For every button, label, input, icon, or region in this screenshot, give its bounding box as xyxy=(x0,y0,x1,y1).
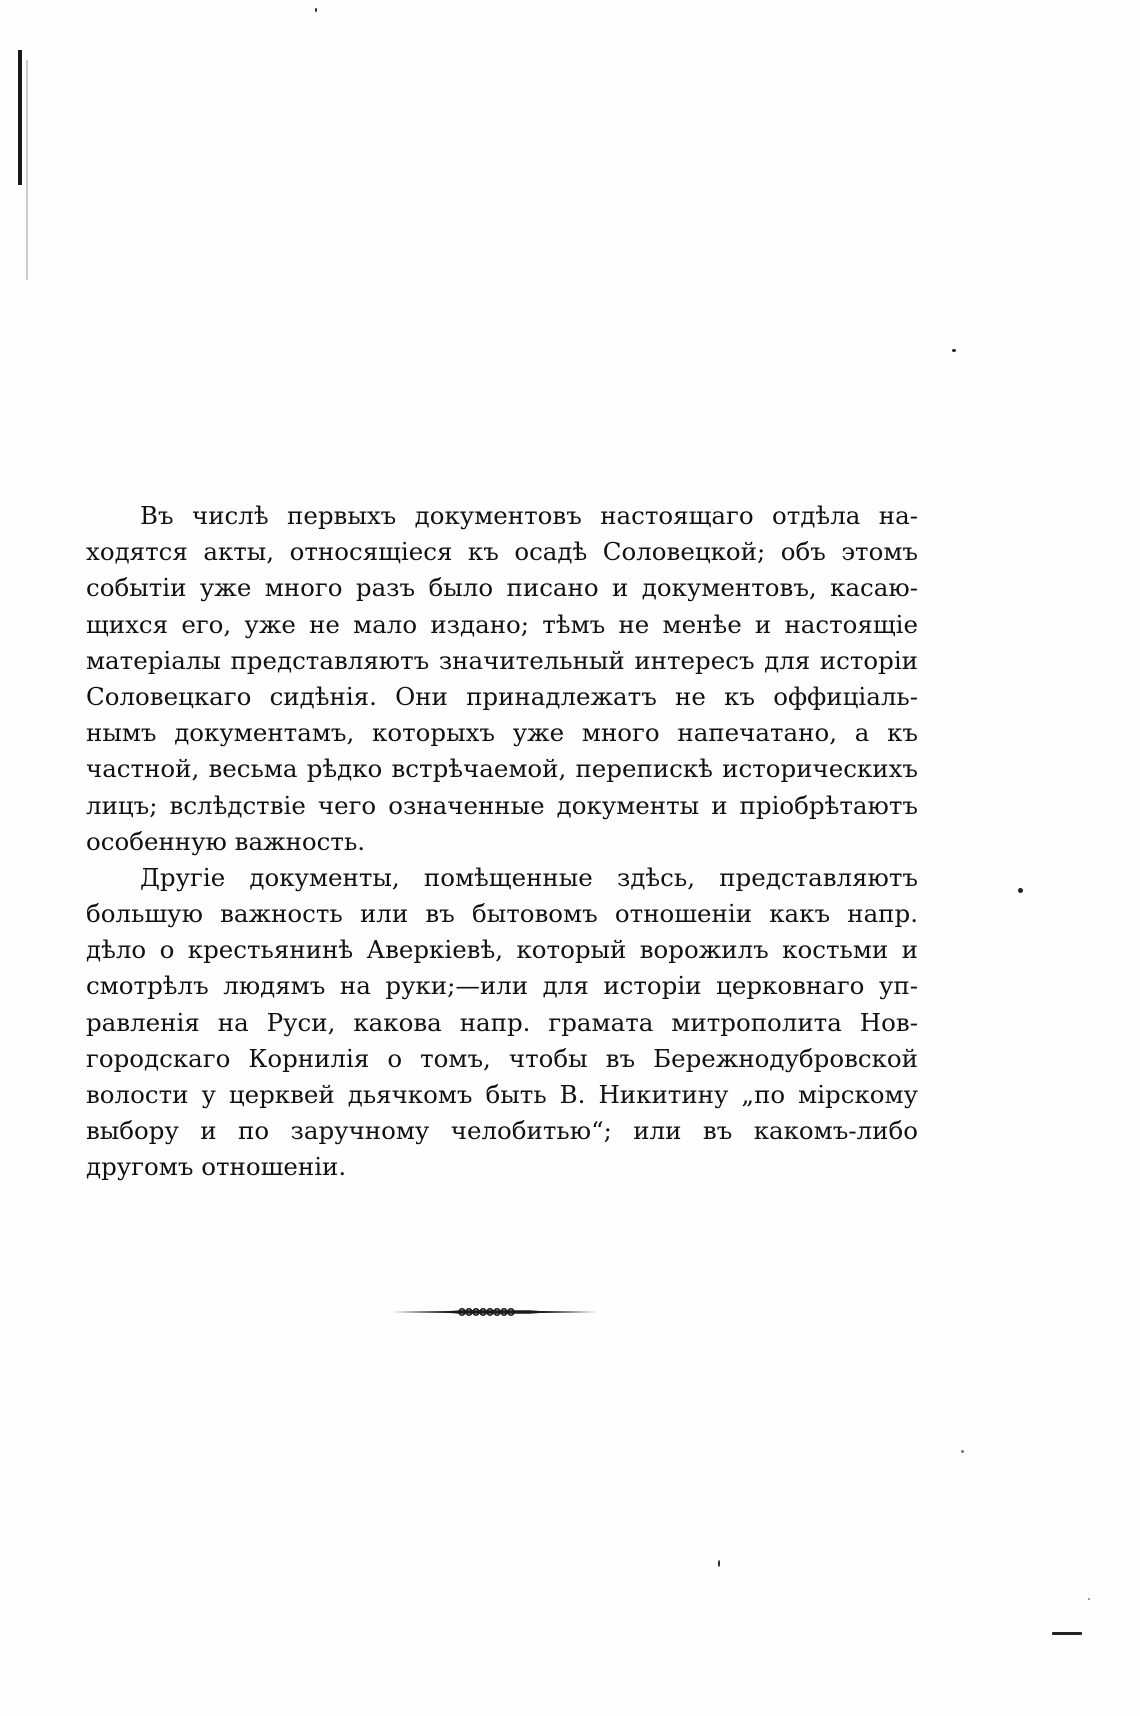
text-line: щихся его, уже не мало издано; тѣмъ не менѣе и настоящіе xyxy=(86,609,918,639)
text-line: большую важность или въ бытовомъ отношеніи какъ напр. xyxy=(86,899,918,929)
text-line: Соловецкаго сидѣнія. Они принадлежатъ не къ оффиціаль- xyxy=(86,681,918,711)
end-ornament xyxy=(390,1306,600,1318)
text-line: волости у церквей дьячкомъ быть В. Никитину „по мірскому xyxy=(86,1080,918,1109)
print-speck xyxy=(952,349,956,352)
text-line: равленія на Руси, какова напр. грамата митрополита Нов- xyxy=(86,1007,918,1037)
text-line: дѣло о крестьянинѣ Аверкіевѣ, который ворожилъ костьми и xyxy=(86,935,918,965)
text-line: нымъ документамъ, которыхъ уже много напечатано, а къ xyxy=(86,718,918,748)
text-line: Въ числѣ первыхъ документовъ настоящаго отдѣла на- xyxy=(140,501,918,530)
text-line: матеріалы представляютъ значительный интересъ для исторіи xyxy=(86,645,918,675)
text-line: другомъ отношеніи. xyxy=(86,1152,347,1182)
binding-shadow xyxy=(26,60,28,280)
body-text xyxy=(86,498,918,1186)
paragraph-2 xyxy=(86,860,918,1186)
binding-edge xyxy=(18,50,22,185)
paragraph-1 xyxy=(86,498,918,860)
text-line: частной, весьма рѣдко встрѣчаемой, перепискѣ историческихъ xyxy=(86,754,918,784)
text-line: событіи уже много разъ было писано и документовъ, касаю- xyxy=(86,573,918,603)
text-line: ходятся акты, относящіеся къ осадѣ Соловецкой; объ этомъ xyxy=(86,537,918,567)
print-speck xyxy=(1088,1598,1090,1600)
text-line: смотрѣлъ людямъ на руки;—или для исторіи церковнаго уп- xyxy=(86,971,918,1001)
text-line: особенную важность. xyxy=(86,826,366,856)
text-line: городскаго Корнилія о томъ, чтобы въ Бережнодубровской xyxy=(86,1043,918,1073)
print-speck xyxy=(718,1560,720,1567)
print-speck xyxy=(1018,888,1023,893)
print-speck xyxy=(961,1450,964,1453)
text-line: выбору и по заручному челобитью“; или въ какомъ-либо xyxy=(86,1116,918,1146)
print-speck xyxy=(315,8,317,12)
text-line: лицъ; вслѣдствіе чего означенные документы и пріобрѣтаютъ xyxy=(86,790,918,820)
text-line: Другіе документы, помѣщенные здѣсь, представляютъ xyxy=(140,862,918,892)
print-speck xyxy=(1052,1632,1082,1635)
